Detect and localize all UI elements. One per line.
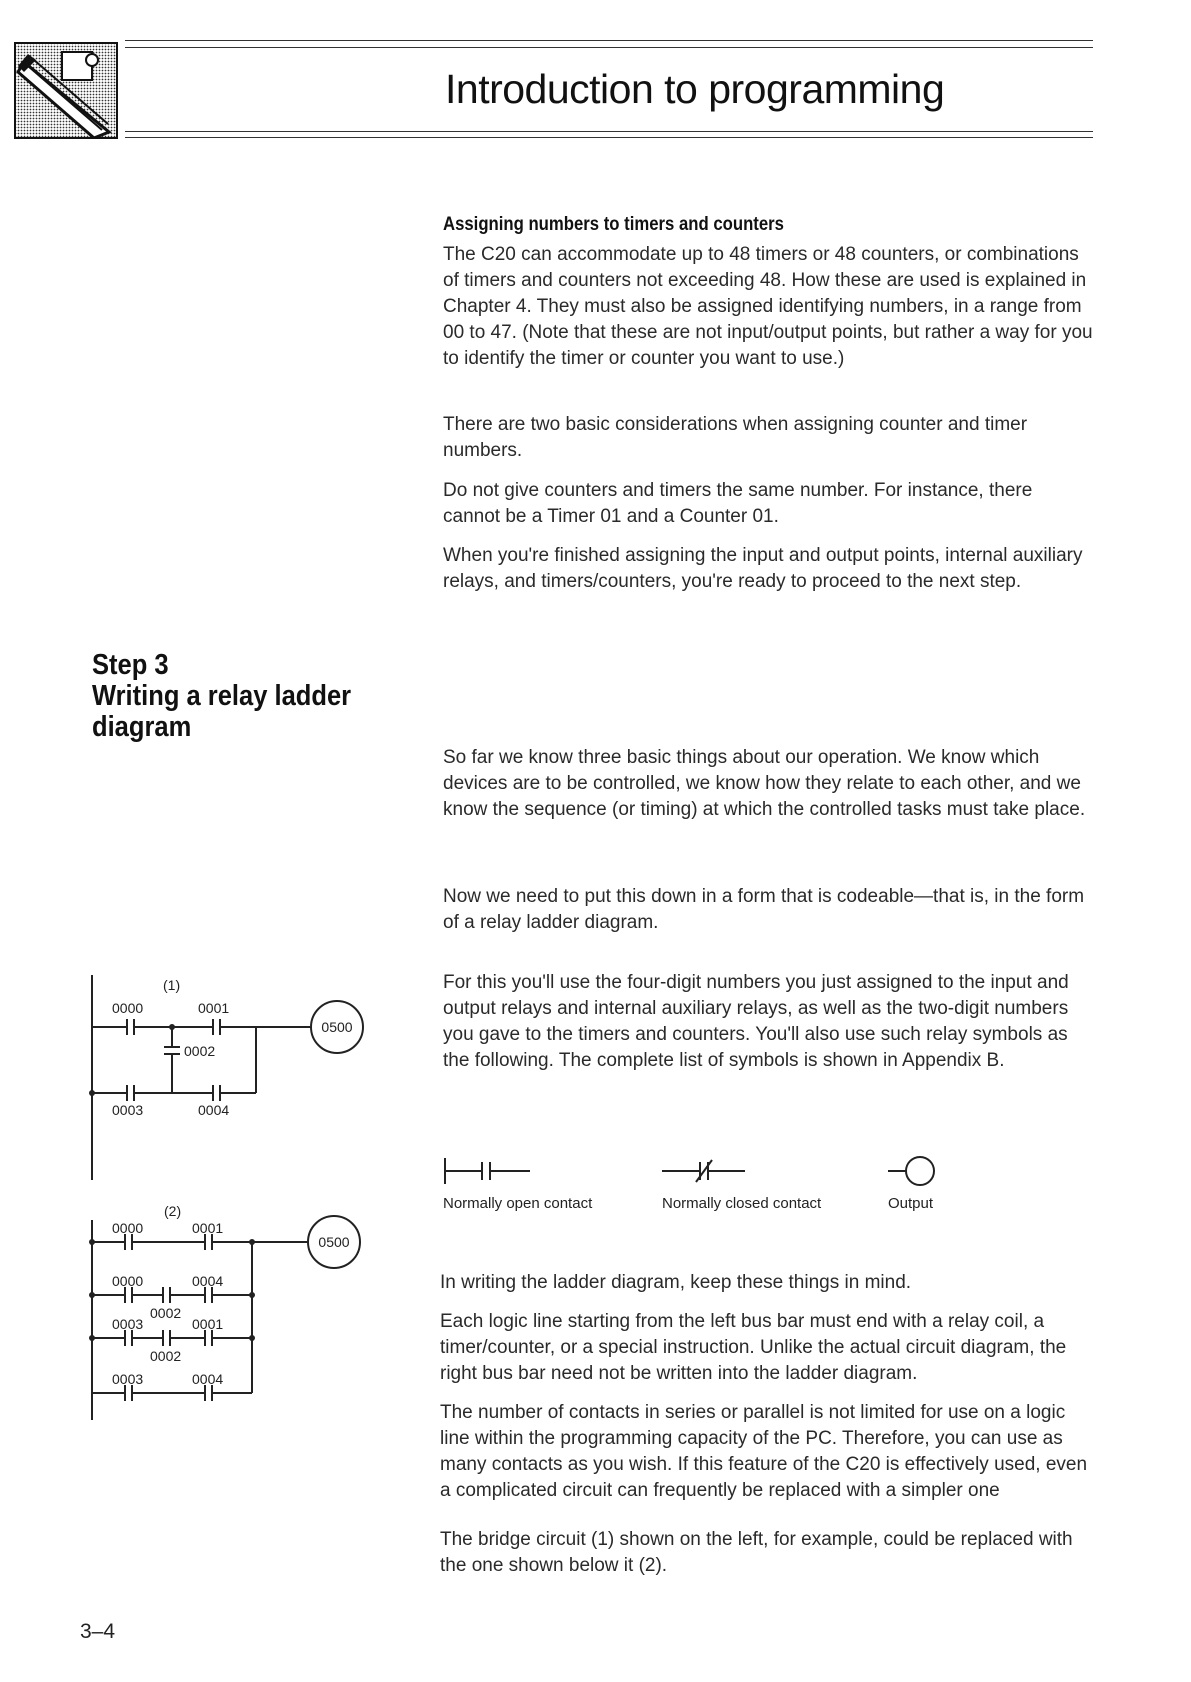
- contact-0004-label: 0004: [198, 1102, 230, 1118]
- paragraph: The number of contacts in series or parallel is not limited for use on a logic line within the programming capacity of the PC. Therefore, you can use as many contacts as you wish. If this feature of the C20 is effectively used, even a complicated circuit can frequently be replaced with a simpler one: [440, 1402, 1088, 1501]
- closed-contact-label: Normally closed contact: [662, 1195, 822, 1212]
- paragraph: When you're finished assigning the input and output points, internal auxiliary relays, and timers/counters, you're ready to proceed to the next step.: [443, 545, 1083, 592]
- header-rule-top-2: [125, 47, 1093, 48]
- open-contact-label: Normally open contact: [443, 1195, 593, 1212]
- paragraph: In writing the ladder diagram, keep these things in mind.: [440, 1272, 912, 1293]
- r3a-label: 0003: [112, 1316, 144, 1332]
- contact-0001-label: 0001: [198, 1000, 230, 1016]
- ladder-diagram-bridge: [80, 975, 380, 1185]
- diagram1-label: (1): [163, 977, 181, 993]
- output-coil-icon: [888, 1157, 934, 1185]
- r1a-label: 0000: [112, 1220, 144, 1236]
- header-rule-bottom-2: [125, 137, 1093, 138]
- r3c-label: 0001: [192, 1316, 224, 1332]
- r4b-label: 0004: [192, 1371, 224, 1387]
- step3-heading-line3: diagram: [92, 711, 192, 743]
- r4a-label: 0003: [112, 1371, 144, 1387]
- ladder-diagram-replacement: [80, 1190, 380, 1425]
- paragraph: So far we know three basic things about our operation. We know which devices are to be controlled, we know how they relate to each other, and we know the sequence (or timing) at which the controlled tasks must take place.: [443, 747, 1086, 820]
- contact-0002-label: 0002: [184, 1043, 216, 1059]
- output-label: Output: [888, 1195, 934, 1212]
- chapter-logo-icon: [14, 42, 118, 139]
- paragraph: There are two basic considerations when assigning counter and timer numbers.: [443, 414, 1028, 461]
- step3-heading-line2: Writing a relay ladder: [92, 680, 352, 712]
- r2c-label: 0004: [192, 1273, 224, 1289]
- paragraph: The C20 can accommodate up to 48 timers or 48 counters, or combinations of timers and counters not exceeding 48. How these are used is explained in Chapter 4. They must also be assigned identifying numbers, in a range from 00 to 47. (Note that these are not input/output points, but rather a way for you to identify the timer or counter you want to use.): [443, 244, 1093, 369]
- contact-0003-label: 0003: [112, 1102, 144, 1118]
- output-0500-label: 0500: [318, 1234, 350, 1250]
- header-rule-bottom: [125, 131, 1093, 132]
- header-rule-top: [125, 40, 1093, 41]
- page-title: Introduction to programming: [445, 66, 945, 112]
- r2b-label: 0002: [150, 1305, 182, 1321]
- r3b-label: 0002: [150, 1348, 182, 1364]
- diagram2-label: (2): [164, 1203, 182, 1219]
- normally-closed-contact-icon: [662, 1160, 745, 1182]
- paragraph: The bridge circuit (1) shown on the left, for example, could be replaced with the one shown below it (2).: [440, 1529, 1073, 1576]
- step3-heading-line1: Step 3: [92, 649, 169, 681]
- paragraph: Each logic line starting from the left bus bar must end with a relay coil, a timer/counter, or a special instruction. Unlike the actual circuit diagram, the right bus bar need not be written into the ladder diagram.: [440, 1311, 1067, 1384]
- paragraph: For this you'll use the four-digit numbers you just assigned to the input and output relays and internal auxiliary relays, as well as the two-digit numbers you gave to the timers and counters. You'll also use such relay symbols as the following. The complete list of symbols is shown in Appendix B.: [443, 972, 1069, 1071]
- page-number: 3–4: [80, 1620, 116, 1643]
- step3-heading: [92, 650, 351, 743]
- relay-symbols: [440, 1150, 1000, 1220]
- section-heading-timers: Assigning numbers to timers and counters: [443, 214, 784, 235]
- r1b-label: 0001: [192, 1220, 224, 1236]
- paragraph: Now we need to put this down in a form that is codeable—that is, in the form of a relay ladder diagram.: [443, 886, 1085, 933]
- paragraph: Do not give counters and timers the same number. For instance, there cannot be a Timer 01 and a Counter 01.: [443, 480, 1033, 527]
- r2a-label: 0000: [112, 1273, 144, 1289]
- output-0500-label: 0500: [321, 1019, 353, 1035]
- contact-0000-label: 0000: [112, 1000, 144, 1016]
- normally-open-contact-icon: [445, 1158, 530, 1184]
